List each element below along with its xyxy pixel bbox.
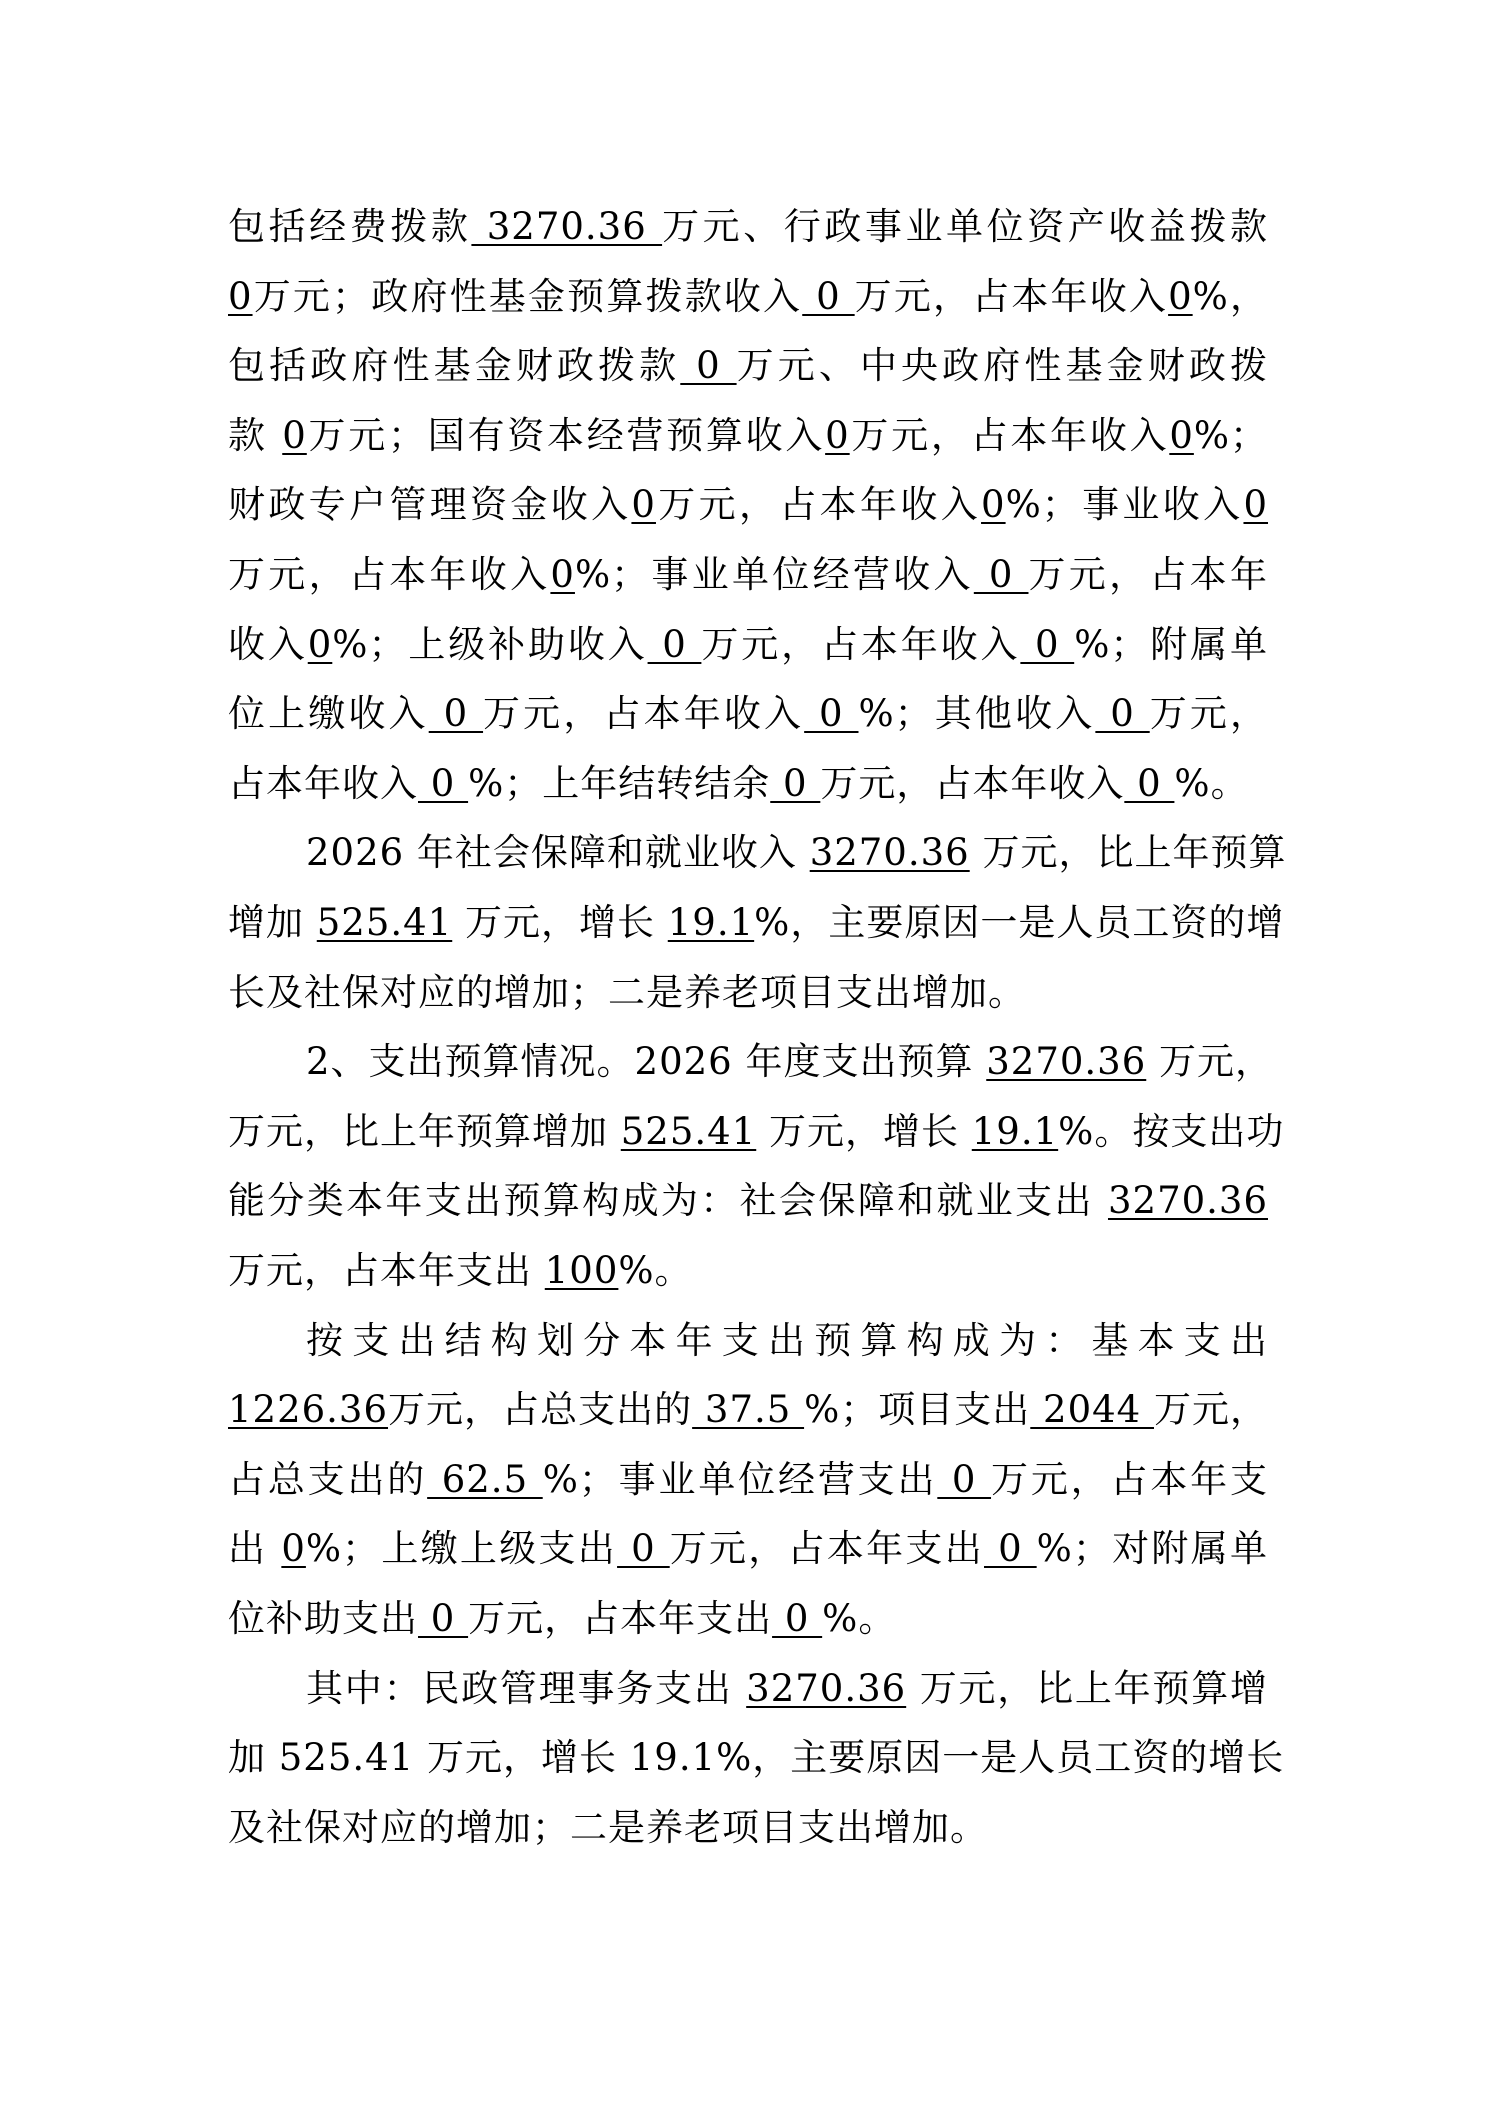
text-segment: 万元，占本年收入 <box>854 274 1169 318</box>
underlined-value: 3270.36 <box>746 1666 907 1710</box>
underlined-value: 0 <box>1169 413 1194 457</box>
text-segment: %； <box>1193 413 1269 457</box>
underlined-value: 3270.36 <box>986 1040 1147 1084</box>
underlined-value: 0 <box>804 692 859 736</box>
underlined-value: 0 <box>984 1527 1037 1571</box>
text-line <box>306 831 1287 875</box>
underlined-value: 100 <box>544 1249 619 1292</box>
text-line <box>306 1318 1268 1362</box>
text-segment: 万元，占本年收入 <box>228 553 551 596</box>
text-segment: 万元， <box>1149 692 1268 736</box>
underlined-value: 0 <box>937 1457 992 1501</box>
text-line <box>228 1179 1268 1223</box>
text-segment: 万元，增长 <box>756 1109 972 1153</box>
underlined-value: 0 <box>680 344 737 388</box>
text-segment: %；事业收入 <box>1005 483 1244 527</box>
text-segment: %；附属单 <box>1074 622 1268 666</box>
underlined-value: 0 <box>282 413 307 457</box>
text-segment: 万元， <box>1146 1040 1274 1084</box>
underlined-value: 525.41 <box>620 1109 757 1153</box>
text-segment: 万元，增长 <box>452 901 668 944</box>
text-segment: 占本年收入 <box>228 761 418 805</box>
underlined-value: 0 <box>307 622 333 666</box>
text-line <box>228 692 1268 736</box>
underlined-value: 0 <box>617 1527 670 1571</box>
underlined-value: 0 <box>647 622 702 666</box>
underlined-value: 19.1 <box>971 1109 1059 1153</box>
text-segment: %。 <box>618 1249 693 1292</box>
text-segment: 万元，占本年收入 <box>820 761 1125 805</box>
text-line <box>306 1666 1268 1710</box>
text-segment: 万元，占本年支出 <box>669 1527 985 1571</box>
text-line <box>228 622 1268 666</box>
underlined-value: 0 <box>228 274 253 318</box>
text-line <box>228 970 1268 1014</box>
text-segment: 万元，占本年收入 <box>655 483 982 527</box>
text-segment: %；上年结转结余 <box>468 761 771 805</box>
underlined-value: 0 <box>631 483 656 527</box>
text-segment: 万元，比上年预算 <box>969 831 1287 875</box>
text-segment: 万元，比上年预算增加 <box>228 1109 621 1153</box>
text-line <box>228 274 1268 318</box>
underlined-value: 0 <box>825 413 850 457</box>
underlined-value: 3270.36 <box>471 205 663 248</box>
text-line <box>228 1109 1285 1153</box>
text-line <box>228 761 1268 805</box>
underlined-value: 37.5 <box>692 1388 805 1432</box>
text-segment: 占总支出的 <box>228 1457 428 1501</box>
underlined-value: 62.5 <box>427 1457 543 1501</box>
underlined-value: 0 <box>1243 483 1269 527</box>
underlined-value: 3270.36 <box>809 831 970 875</box>
text-segment: 收入 <box>228 622 308 666</box>
text-segment: %，主要原因一是人员工资的增 <box>754 901 1285 944</box>
text-segment: 万元，占本年 <box>1028 553 1268 596</box>
text-segment: 包括政府性基金财政拨款 <box>228 344 681 388</box>
underlined-value: 0 <box>1168 274 1193 318</box>
underlined-value: 0 <box>981 483 1006 527</box>
text-line <box>228 483 1269 527</box>
underlined-value: 1226.36 <box>228 1388 389 1432</box>
underlined-value: 0 <box>1124 761 1175 805</box>
underlined-value: 0 <box>802 274 855 318</box>
text-segment: %；项目支出 <box>804 1388 1031 1432</box>
text-segment: 长及社保对应的增加；二是养老项目支出增加。 <box>228 970 1026 1014</box>
text-segment: 万元，占本年支出 <box>228 1249 545 1292</box>
text-line <box>228 1736 1285 1780</box>
text-segment: %；其他收入 <box>858 692 1096 736</box>
text-segment: 2、支出预算情况。2026 年度支出预算 <box>306 1040 987 1084</box>
text-segment: 万元，占总支出的 <box>388 1388 693 1432</box>
text-line <box>228 413 1269 457</box>
text-line <box>228 553 1268 596</box>
text-segment: 万元、中央政府性基金财政拨 <box>736 344 1268 388</box>
text-line <box>228 344 1268 388</box>
text-line <box>228 1805 1268 1849</box>
text-segment: 位上缴收入 <box>228 692 429 736</box>
text-segment: %。 <box>1174 761 1249 805</box>
text-segment: 万元，占本年支出 <box>468 1597 773 1640</box>
text-segment: 2026 年社会保障和就业收入 <box>306 831 810 875</box>
text-line <box>228 1388 1269 1432</box>
underlined-value: 2044 <box>1030 1388 1154 1432</box>
underlined-value: 0 <box>428 692 484 736</box>
text-segment: 出 <box>228 1527 282 1571</box>
underlined-value: 0 <box>1020 622 1075 666</box>
text-segment: %；事业单位经营收入 <box>574 553 974 596</box>
text-segment: 款 <box>228 413 283 457</box>
text-segment: 包括经费拨款 <box>228 205 472 248</box>
text-segment: 其中：民政管理事务支出 <box>306 1666 747 1710</box>
text-segment: %；上级补助收入 <box>332 622 648 666</box>
text-segment: 万元， <box>1154 1388 1269 1432</box>
text-segment: 位补助支出 <box>228 1597 418 1640</box>
underlined-value: 0 <box>772 1597 823 1640</box>
underlined-value: 0 <box>418 761 469 805</box>
text-segment: 万元，占本年支 <box>991 1457 1268 1501</box>
text-segment: 万元，比上年预算增 <box>906 1666 1268 1710</box>
text-line <box>228 901 1285 944</box>
text-segment: %。 <box>822 1597 897 1640</box>
text-segment: 万元，占本年收入 <box>483 692 805 736</box>
text-segment: 加 525.41 万元，增长 19.1%，主要原因一是人员工资的增长 <box>228 1736 1285 1780</box>
text-segment: %， <box>1192 274 1268 318</box>
underlined-value: 0 <box>281 1527 306 1571</box>
text-line <box>228 1249 1268 1292</box>
text-segment: %；对附属单 <box>1036 1527 1268 1571</box>
text-segment: 万元，占本年收入 <box>849 413 1170 457</box>
text-line <box>228 1527 1268 1571</box>
text-line <box>228 1597 1268 1640</box>
text-segment: %；上缴上级支出 <box>305 1527 618 1571</box>
underlined-value: 0 <box>973 553 1029 596</box>
underlined-value: 525.41 <box>316 901 453 944</box>
text-segment: 万元；国有资本经营预算收入 <box>306 413 826 457</box>
text-segment: 万元、行政事业单位资产收益拨款 <box>662 205 1269 248</box>
text-segment: 及社保对应的增加；二是养老项目支出增加。 <box>228 1805 988 1849</box>
text-segment: 万元，占本年收入 <box>701 622 1021 666</box>
underlined-value: 0 <box>1095 692 1150 736</box>
underlined-value: 3270.36 <box>1107 1179 1268 1223</box>
underlined-value: 19.1 <box>667 901 755 944</box>
text-line <box>228 1457 1268 1501</box>
underlined-value: 0 <box>550 553 575 596</box>
text-segment: 财政专户管理资金收入 <box>228 483 632 527</box>
text-segment: %；事业单位经营支出 <box>542 1457 938 1501</box>
underlined-value: 0 <box>418 1597 469 1640</box>
text-line <box>306 1040 1274 1084</box>
text-segment: 按支出结构划分本年支出预算构成为：基本支出 <box>306 1318 1268 1362</box>
text-segment: 万元；政府性基金预算拨款收入 <box>252 274 803 318</box>
text-segment: %。按支出功 <box>1058 1109 1285 1153</box>
underlined-value: 0 <box>770 761 821 805</box>
text-segment: 增加 <box>228 901 317 944</box>
text-line <box>228 205 1269 248</box>
text-segment: 能分类本年支出预算构成为：社会保障和就业支出 <box>228 1179 1108 1223</box>
